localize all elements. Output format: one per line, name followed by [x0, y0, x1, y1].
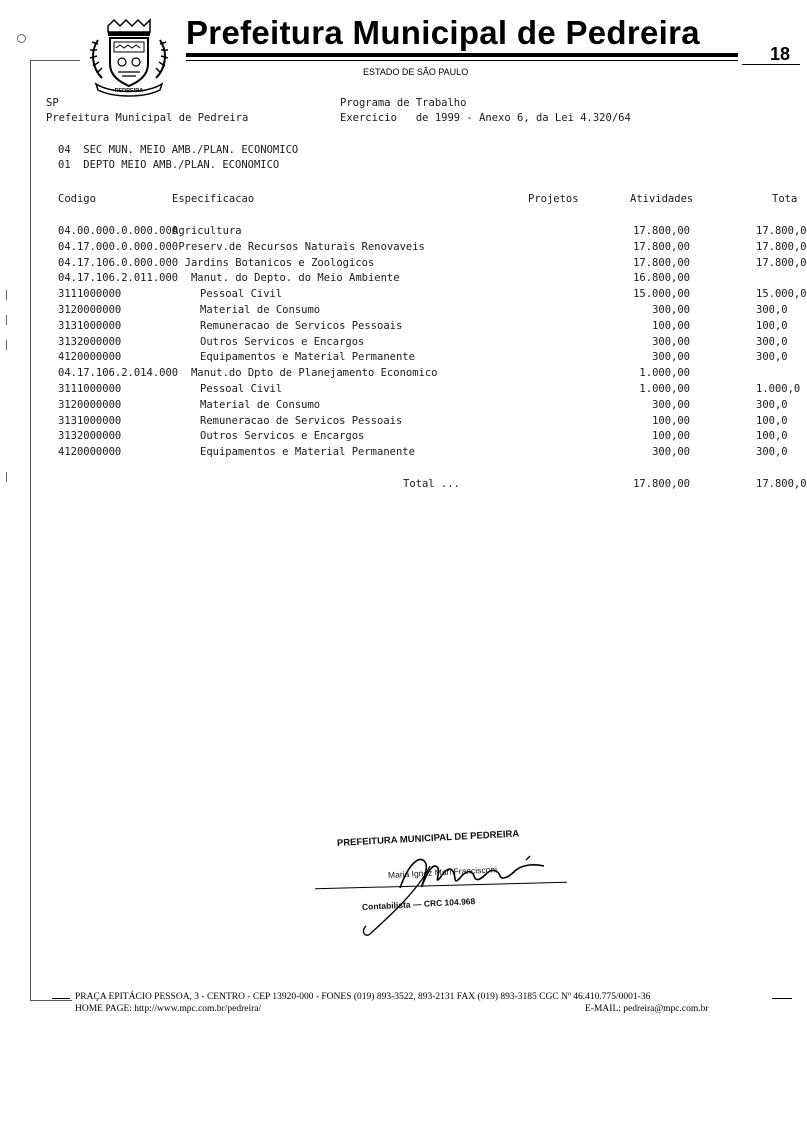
unit-line-1: 04 SEC MUN. MEIO AMB./PLAN. ECONOMICO [58, 144, 299, 156]
table-cell-atividades: 16.800,00 [633, 272, 690, 284]
col-header-projetos: Projetos [528, 193, 579, 205]
table-cell-atividades: 300,00 [652, 351, 690, 363]
table-cell-especificacao: Outros Servicos e Encargos [200, 336, 365, 348]
letterhead-rule-thin [186, 60, 738, 61]
entity-name: Prefeitura Municipal de Pedreira [46, 112, 249, 124]
letterhead-title: Prefeitura Municipal de Pedreira [186, 14, 700, 51]
table-cell-codigo: 04.17.106.2.011.000 [58, 272, 179, 284]
table-cell-codigo: 3120000000 [58, 399, 122, 411]
col-header-codigo: Codigo [58, 193, 96, 205]
table-cell-atividades: 300,00 [652, 399, 690, 411]
signatory-name: Maria Ignez Mari Francisconi [387, 864, 498, 880]
table-cell-total: 15.000,0 [756, 288, 807, 300]
col-header-total: Tota [772, 193, 798, 205]
table-cell-codigo: 4120000000 [58, 446, 122, 458]
table-cell-codigo: 3120000000 [58, 304, 122, 316]
table-cell-codigo: 04.17.106.2.014.000 [58, 367, 179, 379]
binding-ring [17, 34, 26, 43]
table-cell-codigo: 3131000000 [58, 320, 122, 332]
table-cell-codigo: 3132000000 [58, 430, 122, 442]
table-cell-total: 100,0 [756, 430, 788, 442]
table-cell-codigo: 04.17.106.0.000.000 [58, 257, 179, 269]
table-cell-atividades: 1.000,00 [639, 383, 690, 395]
table-cell-atividades: 17.800,00 [633, 241, 690, 253]
page-number-rule [742, 64, 800, 65]
table-cell-atividades: 300,00 [652, 304, 690, 316]
table-cell-codigo: 4120000000 [58, 351, 122, 363]
punch-mark [6, 290, 7, 300]
footer-rule-right [772, 998, 792, 999]
table-cell-especificacao: Preserv.de Recursos Naturais Renovaveis [172, 241, 425, 253]
table-cell-total: 300,0 [756, 399, 788, 411]
footer-homepage: HOME PAGE: http://www.mpc.com.br/pedreira/ [75, 1004, 262, 1014]
table-cell-total: 300,0 [756, 351, 788, 363]
table-cell-total: 100,0 [756, 415, 788, 427]
table-cell-atividades: 17.800,00 [633, 225, 690, 237]
unit-line-2: 01 DEPTO MEIO AMB./PLAN. ECONOMICO [58, 159, 280, 171]
table-cell-atividades: 15.000,00 [633, 288, 690, 300]
table-cell-total: 17.800,0 [756, 225, 807, 237]
exercise-line: Exercicio de 1999 - Anexo 6, da Lei 4.320/64 [340, 112, 631, 124]
left-border-line [30, 60, 32, 1000]
letterhead-state: ESTADO DE SÃO PAULO [363, 67, 469, 77]
footer-email: E-MAIL: pedreira@mpc.com.br [585, 1004, 709, 1014]
table-cell-total: 17.800,0 [756, 257, 807, 269]
table-cell-total: 300,0 [756, 446, 788, 458]
svg-text:PEDREIRA: PEDREIRA [114, 88, 144, 94]
col-header-atividades: Atividades [630, 193, 694, 205]
table-cell-codigo: 04.17.000.0.000.000 [58, 241, 179, 253]
table-cell-especificacao: Jardins Botanicos e Zoologicos [172, 257, 375, 269]
footer-rule-left [52, 998, 70, 999]
table-cell-especificacao: Material de Consumo [200, 304, 321, 316]
table-cell-codigo: 04.00.000.0.000.000 [58, 225, 179, 237]
municipal-crest-logo [88, 18, 170, 98]
col-header-especificacao: Especificacao [172, 193, 255, 205]
table-cell-especificacao: Agricultura [172, 225, 242, 237]
table-cell-codigo: 3111000000 [58, 288, 122, 300]
table-cell-codigo: 3132000000 [58, 336, 122, 348]
table-cell-especificacao: Pessoal Civil [200, 383, 283, 395]
signature-organization-stamp: PREFEITURA MUNICIPAL DE PEDREIRA [336, 828, 520, 849]
table-cell-atividades: 1.000,00 [639, 367, 690, 379]
table-cell-total: 1.000,0 [756, 383, 801, 395]
table-cell-total: 17.800,0 [756, 241, 807, 253]
table-cell-total: 100,0 [756, 320, 788, 332]
letterhead-rule-thick [186, 53, 738, 57]
table-cell-total: 300,0 [756, 336, 788, 348]
table-cell-especificacao: Manut.do Dpto de Planejamento Economico [172, 367, 438, 379]
footer-address: PRAÇA EPITÁCIO PESSOA, 3 - CENTRO - CEP 13920-000 - FONES (019) 893-3522, 893-2131 FAX (019) 893-3185 CGC Nº 46.410.775/0001-36 [75, 992, 651, 1002]
table-cell-especificacao: Outros Servicos e Encargos [200, 430, 365, 442]
total-label: Total ... [403, 478, 460, 490]
total-atividades: 17.800,00 [633, 478, 690, 490]
table-cell-atividades: 100,00 [652, 430, 690, 442]
table-cell-total: 300,0 [756, 304, 788, 316]
table-cell-especificacao: Equipamentos e Material Permanente [200, 351, 415, 363]
punch-mark [6, 340, 7, 350]
table-cell-atividades: 17.800,00 [633, 257, 690, 269]
table-cell-codigo: 3131000000 [58, 415, 122, 427]
table-cell-especificacao: Remuneracao de Servicos Pessoais [200, 320, 403, 332]
program-title: Programa de Trabalho [340, 97, 467, 109]
total-total: 17.800,0 [756, 478, 807, 490]
table-cell-especificacao: Remuneracao de Servicos Pessoais [200, 415, 403, 427]
left-border-top [30, 60, 80, 61]
table-cell-especificacao: Material de Consumo [200, 399, 321, 411]
left-border-bottom [30, 1000, 72, 1001]
table-cell-atividades: 300,00 [652, 446, 690, 458]
punch-mark [6, 315, 7, 325]
page-number: 18 [770, 44, 791, 64]
punch-mark [6, 472, 7, 482]
table-cell-codigo: 3111000000 [58, 383, 122, 395]
table-cell-especificacao: Equipamentos e Material Permanente [200, 446, 415, 458]
table-cell-especificacao: Manut. do Depto. do Meio Ambiente [172, 272, 400, 284]
handwritten-signature [330, 840, 570, 940]
table-cell-atividades: 100,00 [652, 320, 690, 332]
table-cell-especificacao: Pessoal Civil [200, 288, 283, 300]
table-cell-atividades: 300,00 [652, 336, 690, 348]
table-cell-atividades: 100,00 [652, 415, 690, 427]
state-code: SP [46, 97, 59, 109]
signatory-role: Contabilista — CRC 104.968 [361, 896, 476, 912]
